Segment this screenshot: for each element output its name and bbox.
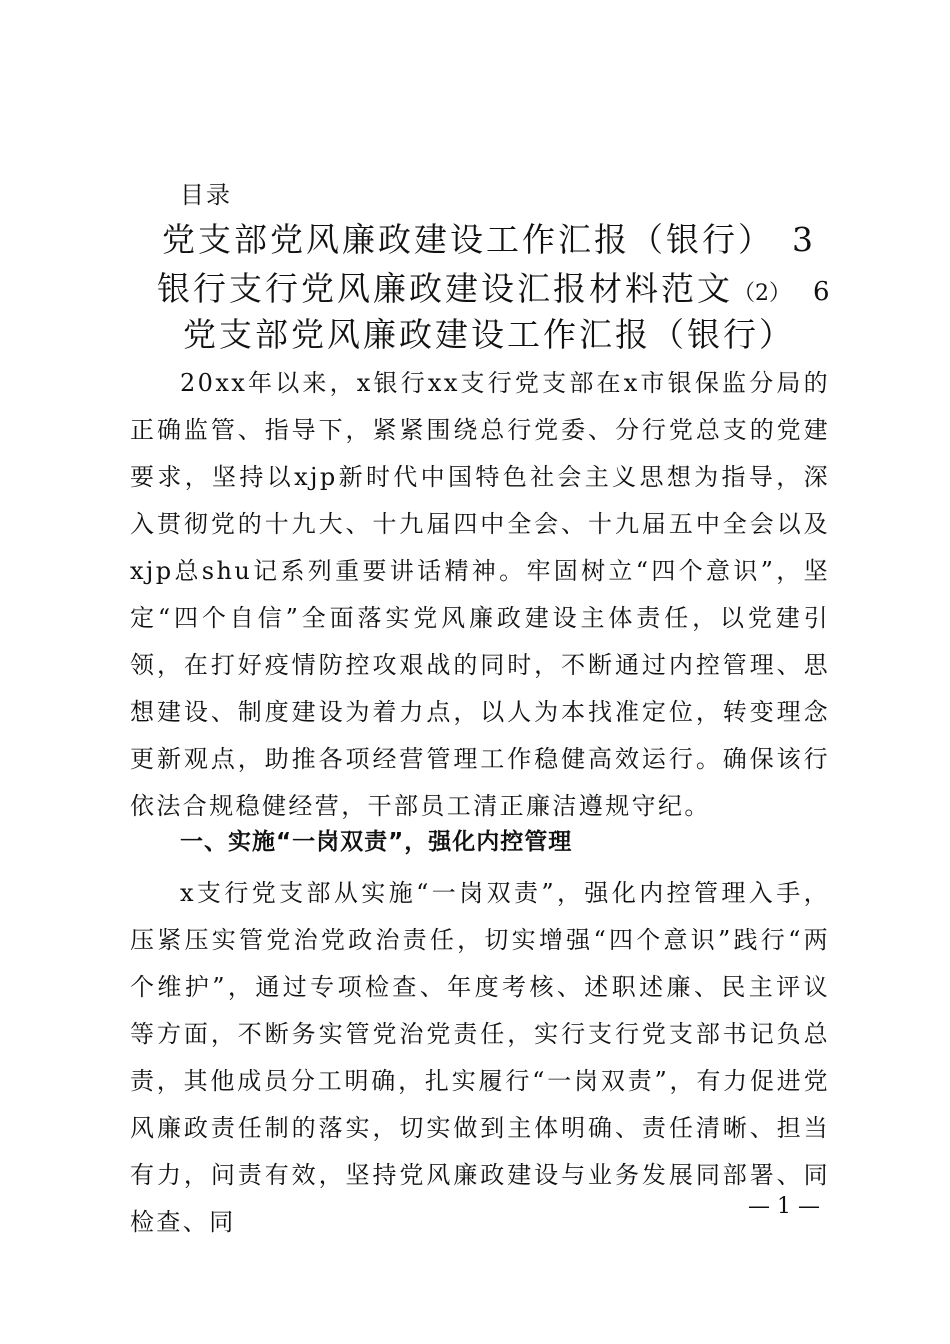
toc-item-title: 银行支行党风廉政建设汇报材料范文 xyxy=(157,269,733,308)
toc-item-subtitle: （2） xyxy=(733,281,791,306)
toc-item-page: 3 xyxy=(792,220,816,259)
toc-item-1[interactable] xyxy=(162,218,816,262)
toc-item-page: 6 xyxy=(813,277,833,307)
page-number: — 1 — xyxy=(748,1194,820,1219)
toc-item-2[interactable] xyxy=(157,267,833,316)
toc-item-title: 党支部党风廉政建设工作汇报（银行） xyxy=(162,220,774,259)
toc-label: 目录 xyxy=(180,181,232,209)
body-paragraph-2: x支行党支部从实施“一岗双责”，强化内控管理入手，压紧压实管党治党政治责任，切实增强“四个意识”践行“两个维护”，通过专项检查、年度考核、述职述廉、民主评议等方面，不断务实管党治党责任，实行支行党支部书记负总责，其他成员分工明确，扎实履行“一岗双责”，有力促进党风廉政责任制的落实，切实做到主体明确、责任清晰、担当有力，问责有效，坚持党风廉政建设与业务发展同部署、同检查、同 xyxy=(130,879,830,1236)
body-paragraph-1: 20xx年以来，x银行xx支行党支部在x市银保监分局的正确监管、指导下，紧紧围绕总行党委、分行党总支的党建要求，坚持以xjp新时代中国特色社会主义思想为指导，深入贯彻党的十九大、十九届四中全会、十九届五中全会以及xjp总shu记系列重要讲话精神。牢固树立“四个意识”，坚定“四个自信”全面落实党风廉政建设主体责任，以党建引领，在打好疫情防控攻艰战的同时，不断通过内控管理、思想建设、制度建设为着力点，以人为本找准定位，转变理念更新观点，助推各项经营管理工作稳健高效运行。确保该行依法合规稳健经营，干部员工清正廉洁遵规守纪。 xyxy=(130,369,830,820)
section-heading-1: 一、实施“一岗双责”，强化内控管理 xyxy=(180,829,573,855)
document-title: 党支部党风廉政建设工作汇报（银行） xyxy=(183,315,795,354)
